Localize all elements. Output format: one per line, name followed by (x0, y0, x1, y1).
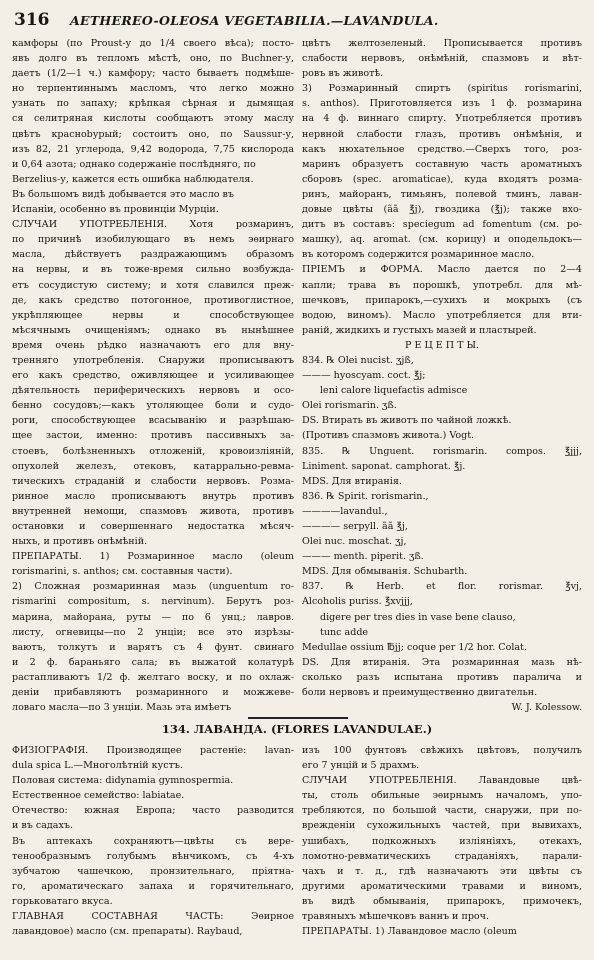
text-line: боли нервовъ и преимущественно двигательн. (302, 687, 538, 699)
text-line: Половая система: didynamia gymnospermia. (12, 775, 234, 787)
text-line: ПРЕПАРАТЫ. 1) Розмаринное масло (oleum (12, 551, 294, 563)
text-line: явъ долго въ тепломъ мѣстѣ, оно, по Buchner-у, (12, 53, 294, 65)
text-line: цвѣтъ желтозеленый. Прописывается противъ (302, 38, 582, 49)
text-line: тенообразнымъ голубымъ вѣнчикомъ, съ 4-хъ (12, 850, 294, 862)
text-line: 3) Розмаринный спиртъ (spiritus rorismarini, (302, 83, 582, 95)
text-line: ПРІЕМЪ и ФОРМА. Масло дается по 2—4 (302, 264, 582, 276)
running-title: AETHEREO-OLEOSA VEGETABILIA.—LAVANDULA. (70, 13, 439, 28)
text-line: ушибахъ, подкожныхъ изліяніяхъ, отекахъ, (302, 835, 582, 847)
right-column-bottom (302, 743, 582, 939)
text-line: rorismarini, s. anthos; см. составныя части). (12, 566, 233, 578)
text-line: на нервы, и въ тоже-время сильно возбужда- (12, 264, 294, 276)
text-line: ринное масло прописываютъ внутрь противъ (12, 490, 294, 502)
text-line: другими ароматическими травами и виномъ, (302, 880, 582, 892)
text-line: Medullae ossium ℔jj; coque per 1/2 hor. Colat. (302, 641, 527, 653)
text-line: деніи прибавляютъ розмаринного и можжеве- (12, 687, 294, 699)
text-line: ———— serpyll. ãã ℥j, (302, 521, 408, 532)
text-line: марина, майорана, руты — по 6 унц.; лавров. (12, 611, 294, 623)
text-line: Въ аптекахъ сохраняютъ—цвѣты съ вере- (12, 835, 294, 847)
text-line: камфоры (по Proust-у до 1/4 своего вѣса); посто- (12, 38, 294, 49)
text-line: на 4 ф. виннаго спирту. Употребляется противъ (302, 113, 582, 125)
text-line: Испаніи, особенно въ провинціи Мурціи. (12, 204, 219, 216)
text-line: опухолей железъ, отековъ, катаррально-ревма- (12, 460, 294, 472)
text-line: s. anthos). Приготовляется изъ 1 ф. розмарина (302, 98, 582, 110)
text-line: какъ нюхательное средство.—Сверхъ того, роз- (302, 143, 582, 155)
text-line: врежденіи сухожильныхъ частей, при вывихахъ, (302, 820, 582, 832)
text-line: 834. ℞ Olei nucist. ʒjß, (302, 354, 414, 366)
text-line: ГЛАВНАЯ СОСТАВНАЯ ЧАСТЬ: Эѳирное (12, 911, 294, 923)
text-line: внутренней немощи, спазмовъ живота, противъ (12, 505, 294, 517)
text-line: стоевъ, болѣзненныхъ отложеній, кровоизліяній, (12, 445, 294, 457)
text-line: зубчатою чашечкою, пронзительнаго, пріятна- (12, 865, 294, 877)
text-line: 835. ℞ Unguent. rorismarin. compos. ℥jjj, (302, 445, 582, 457)
text-line: нервной слабости глазъ, противъ онѣмѣнія, и (302, 128, 582, 140)
text-line: W. J. Kolessow. (511, 702, 582, 714)
text-line: 2) Сложная розмаринная мазь (unguentum ro- (12, 581, 294, 593)
text-line: 836. ℞ Spirit. rorismarin., (302, 490, 429, 502)
text-line: въ которомъ содержится розмаринное масло. (302, 249, 535, 261)
text-line: 837. ℞ Herb. et flor. rorismar. ℥vj, (302, 581, 582, 593)
text-line: изъ 100 фунтовъ свѣжихъ цвѣтовъ, получилъ (302, 745, 582, 756)
text-line: ты, столь обильные эѳирнымъ началомъ, упо- (302, 790, 582, 802)
right-column-top (302, 36, 582, 715)
text-line: ловаго масла—по 3 унціи. Мазь эта имѣетъ (12, 702, 232, 714)
text-line: мѣсячнымъ очищеніямъ; однако въ нынѣшнее (12, 324, 294, 336)
text-line: сколько разъ испытана противъ паралича и (302, 671, 582, 683)
text-line: ся селитряная кислоты сообщаютъ этому маслу (12, 113, 294, 125)
text-line: MDS. Для обмыванія. Schubarth. (302, 566, 468, 578)
text-line: СЛУЧАИ УПОТРЕБЛЕНІЯ. Лавандовые цвѣ- (302, 775, 582, 787)
text-line: rismarini compositum, s. nervinum). Берутъ роз- (12, 596, 294, 608)
text-line: Berzelius-у, кажется есть ошибка наблюдателя. (12, 173, 254, 185)
text-line: ————lavandul., (302, 505, 388, 517)
text-line: СЛУЧАИ УПОТРЕБЛЕНІЯ. Хотя розмаринъ, (12, 219, 294, 231)
section-divider (248, 717, 348, 719)
text-line: листу, огневицы—по 2 унціи; все это изрѣзы- (12, 626, 294, 638)
text-line: ФИЗІОГРАФІЯ. Производящее растеніе: lavan- (12, 745, 294, 756)
text-line: MDS. Для втиранія. (302, 475, 402, 487)
text-line: ——— hyoscyam. coct. ℥j; (302, 370, 426, 382)
text-line: слабости нервовъ, онѣмѣній, спазмовъ и вѣт- (302, 53, 582, 65)
text-line: требляются, по большой части, снаружи, при по- (302, 805, 582, 817)
text-line: ПРЕПАРАТЫ. 1) Лавандовое масло (oleum (302, 926, 517, 938)
text-line: Alcoholis puriss. ℥xvjjj, (302, 596, 413, 608)
left-column-bottom (12, 743, 294, 939)
text-line: Въ большомъ видѣ добывается это масло въ (12, 188, 234, 200)
text-line: сборовъ (spec. aromaticae), куда входятъ розма- (302, 173, 582, 185)
section-title: 134. ЛАВАНДА. (FLORES LAVANDULAE.) (161, 722, 433, 736)
text-line: раній, жидкихъ и густыхъ мазей и пластырей. (302, 324, 537, 336)
text-line: остановки и совершеннаго недостатка мѣсяч- (12, 521, 294, 532)
text-line: ломотно-ревматическихъ страданіяхъ, парали- (302, 850, 582, 862)
text-line: изъ 82, 21 углерода, 9,42 водорода, 7,75 кислорода (12, 143, 294, 155)
text-line: его какъ средство, оживляющее и усиливающее (12, 370, 294, 382)
text-line: етъ сосудистую систему; и хотя славился преж- (12, 279, 294, 291)
text-line: дѣятельность периферическихъ нервовъ и осо- (12, 385, 294, 397)
text-line: и въ садахъ. (12, 820, 73, 832)
text-line: масла, дѣйствуетъ раздражающимъ образомъ (12, 249, 294, 261)
text-line: машку), aq. aromat. (см. корицу) и оподельдокъ— (302, 234, 582, 246)
text-line: щее застои, именно: противъ пассивныхъ за- (12, 430, 294, 442)
text-line: digere per tres dies in vase bene clauso, (320, 611, 516, 623)
text-line: DS. Для втиранія. Эта розмаринная мазь нѣ- (302, 656, 582, 668)
text-line: водою, виномъ). Масло употребляется для вти- (302, 309, 582, 321)
page-number: 316 (14, 10, 50, 30)
text-line: и 0,64 азота; однако содержаніе послѣдняго, по (12, 158, 256, 170)
text-line: довые цвѣты (ãã ℥j), гвоздика (℥j); также вхо- (302, 204, 582, 216)
text-line: дитъ въ составъ: speciegum ad fomentum (см. ро- (302, 219, 582, 231)
text-line: время очень рѣдко назначаютъ его для вну- (12, 339, 294, 351)
text-line: травяныхъ мѣшечковъ ваннъ и проч. (302, 911, 490, 923)
text-line: бенно сосудовъ;—какъ утоляющее боли и судо- (12, 400, 294, 412)
text-line: Р Е Ц Е П Т Ы. (404, 339, 480, 351)
text-line: (Противъ спазмовъ живота.) Vogt. (302, 430, 475, 442)
text-line: по причинѣ изобилующаго въ немъ эѳирнаго (12, 234, 294, 246)
text-line: ныхъ, и противъ онѣмѣній. (12, 536, 148, 548)
left-column-top (12, 36, 294, 715)
text-line: узнать по запаху; крѣпкая сѣрная и дымящая (12, 98, 294, 110)
text-line: его 7 унцій и 5 драхмъ. (302, 760, 420, 772)
text-line: и 2 ф. бараньяго сала; въ выжатой колатурѣ (12, 656, 294, 668)
text-line: де, какъ средство потогонное, противоглистное, (12, 294, 294, 306)
text-line: Естественное семейство: labiatae. (12, 790, 185, 802)
text-line: ——— menth. piperit. ʒß. (302, 551, 424, 563)
text-line: tunc adde (320, 626, 369, 638)
text-line: Отечество: южная Европа; часто разводится (12, 805, 294, 817)
text-line: тренняго употребленія. Снаружи прописываютъ (12, 354, 294, 366)
text-line: тическихъ страданій и слабости нервовъ. Розма- (12, 475, 294, 487)
text-line: роги, способствующее всасыванію и разрѣшаю- (12, 415, 294, 427)
text-line: но терпентиннымъ масломъ, что легко можно (12, 83, 294, 95)
text-line: DS. Втирать въ животъ по чайной ложкѣ. (302, 415, 512, 427)
text-line: Olei rorismarin. ʒß. (302, 400, 397, 412)
text-line: цвѣтъ красноbурый; состоитъ оно, по Saussur-у, (12, 128, 294, 140)
text-line: dula spica L.—Многолѣтній кустъ. (12, 760, 183, 772)
text-line: даетъ (1/2—1 ч.) камфору; часто бываетъ подмѣше- (12, 68, 294, 80)
text-line: ровъ въ животѣ. (302, 68, 384, 80)
text-line: растапливаютъ 1/2 ф. желтаго воску, и по охлаж- (12, 671, 294, 683)
text-line: укрѣпляющее нервы и способствующее (12, 309, 294, 321)
page-header (10, 8, 584, 34)
text-line: маринъ образуетъ составную часть ароматныхъ (302, 158, 582, 170)
text-line: чахъ и т. д., гдѣ назначаютъ эти цвѣты съ (302, 865, 582, 877)
text-line: шечковъ, припарокъ,—сухихъ и мокрыхъ (съ (302, 294, 582, 306)
text-line: въ видѣ обмыванія, припарокъ, примочекъ, (302, 895, 582, 907)
text-line: Liniment. saponat. camphorat. ℥j. (302, 460, 466, 472)
text-line: го, ароматическаго запаха и горячительнаго, (12, 880, 294, 892)
text-line: leni calore liquefactis admisce (320, 385, 468, 397)
text-line: капли; трава въ порошкѣ, употребл. для мѣ- (302, 279, 582, 291)
text-line: лавандовое) масло (см. препараты). Raybaud, (12, 926, 243, 938)
text-line: Olei nuc. moschat. ʒj, (302, 536, 407, 548)
text-line: ринъ, майоранъ, тимьянъ, полевой тминъ, лаван- (302, 188, 582, 200)
text-line: ваютъ, толкутъ и варятъ съ 4 фунт. свинаго (12, 641, 294, 653)
text-line: горьковатаго вкуса. (12, 895, 113, 907)
book-page (10, 8, 584, 952)
